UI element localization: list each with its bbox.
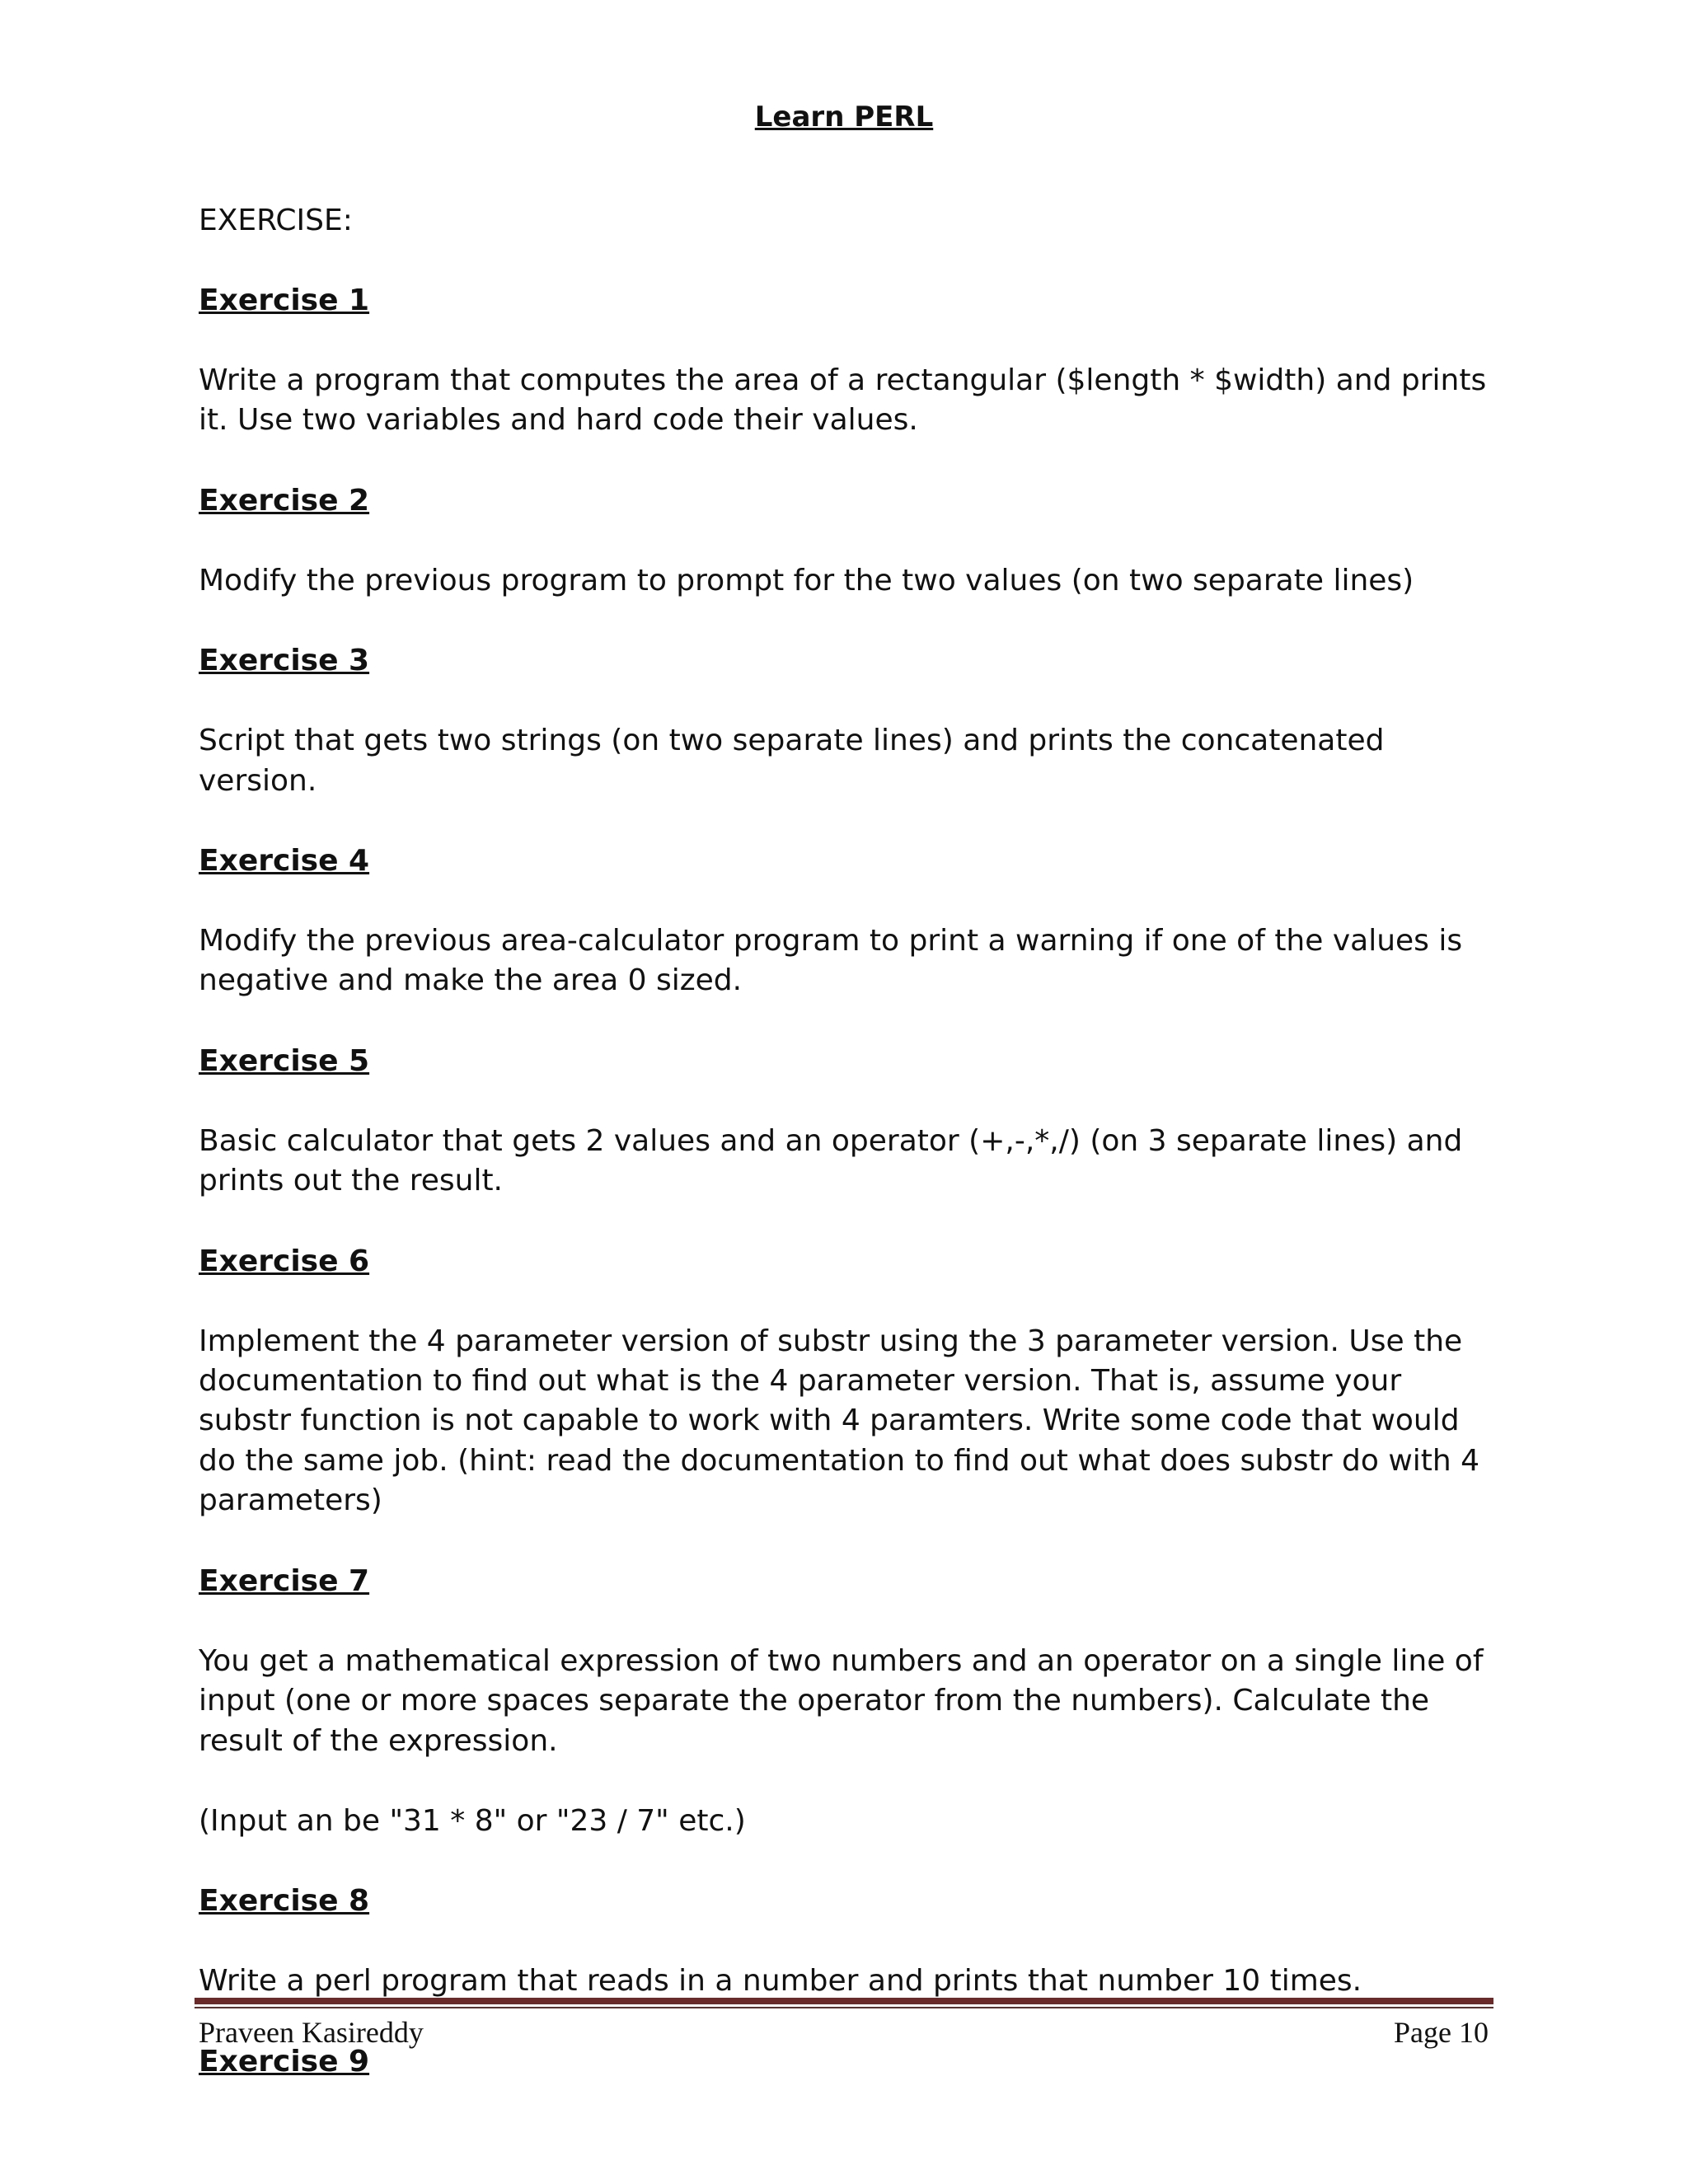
exercise-text: Modify the previous program to prompt for the two values (on two separate lines) [199,563,1414,598]
exercise-heading: Exercise 1 [199,284,370,317]
exercise-heading: Exercise 9 [199,2044,370,2079]
exercise-3 [199,641,1489,801]
exercise-heading: Exercise 6 [199,1244,370,1278]
exercise-text: Implement the 4 parameter version of substr using the 3 parameter version. Use the documentation to find out what is the 4 parameter version. That is, assume your substr function is not capable to work with 4 paramters. Write some code that would do the same job. (hint: read the documentation to find out what does substr do with 4 parameters) [199,1324,1480,1518]
exercise-example: (Input an be "31 * 8" or "23 / 7" etc.) [199,1803,746,1838]
footer-page-number: Page 10 [1394,2016,1489,2049]
exercise-text: Basic calculator that gets 2 values and an operator (+,-,*,/) (on 3 separate lines) and prints out the result. [199,1123,1463,1198]
exercise-heading: Exercise 3 [199,644,370,678]
exercise-text: Modify the previous area-calculator program to print a warning if one of the values is negative and make the area 0 sized. [199,924,1463,998]
exercise-heading: Exercise 5 [199,1043,370,1078]
exercise-heading: Exercise 4 [199,844,370,879]
exercise-text: Script that gets two strings (on two separate lines) and prints the concatenated version. [199,724,1385,798]
footer-rule [195,1998,1493,2009]
exercise-heading: Exercise 2 [199,483,370,518]
exercise-7 [199,1562,1489,1842]
footer-author: Praveen Kasireddy [199,2016,424,2049]
exercise-heading: Exercise 7 [199,1563,370,1598]
exercise-text: Write a perl program that reads in a number and prints that number 10 times. [199,1964,1362,1999]
footer-rule-thin [195,2007,1493,2008]
document-body [199,201,1489,2122]
exercise-4 [199,841,1489,1001]
exercise-text: You get a mathematical expression of two numbers and an operator on a single line of input (one or more spaces separate the operator from the numbers). Calculate the result of the expression. [199,1643,1484,1758]
exercise-5 [199,1042,1489,1202]
page-title: Learn PERL [754,101,934,134]
exercise-8 [199,1882,1489,2001]
exercise-text: Write a program that computes the area of a rectangular ($length * $width) and prints it. Use two variables and hard code their values. [199,363,1487,438]
exercise-heading: Exercise 8 [199,1884,370,1919]
exercise-1 [199,281,1489,441]
exercise-6 [199,1242,1489,1521]
footer-rule-thick [195,1998,1493,2004]
exercise-2 [199,481,1489,601]
section-label: EXERCISE: [199,204,353,237]
